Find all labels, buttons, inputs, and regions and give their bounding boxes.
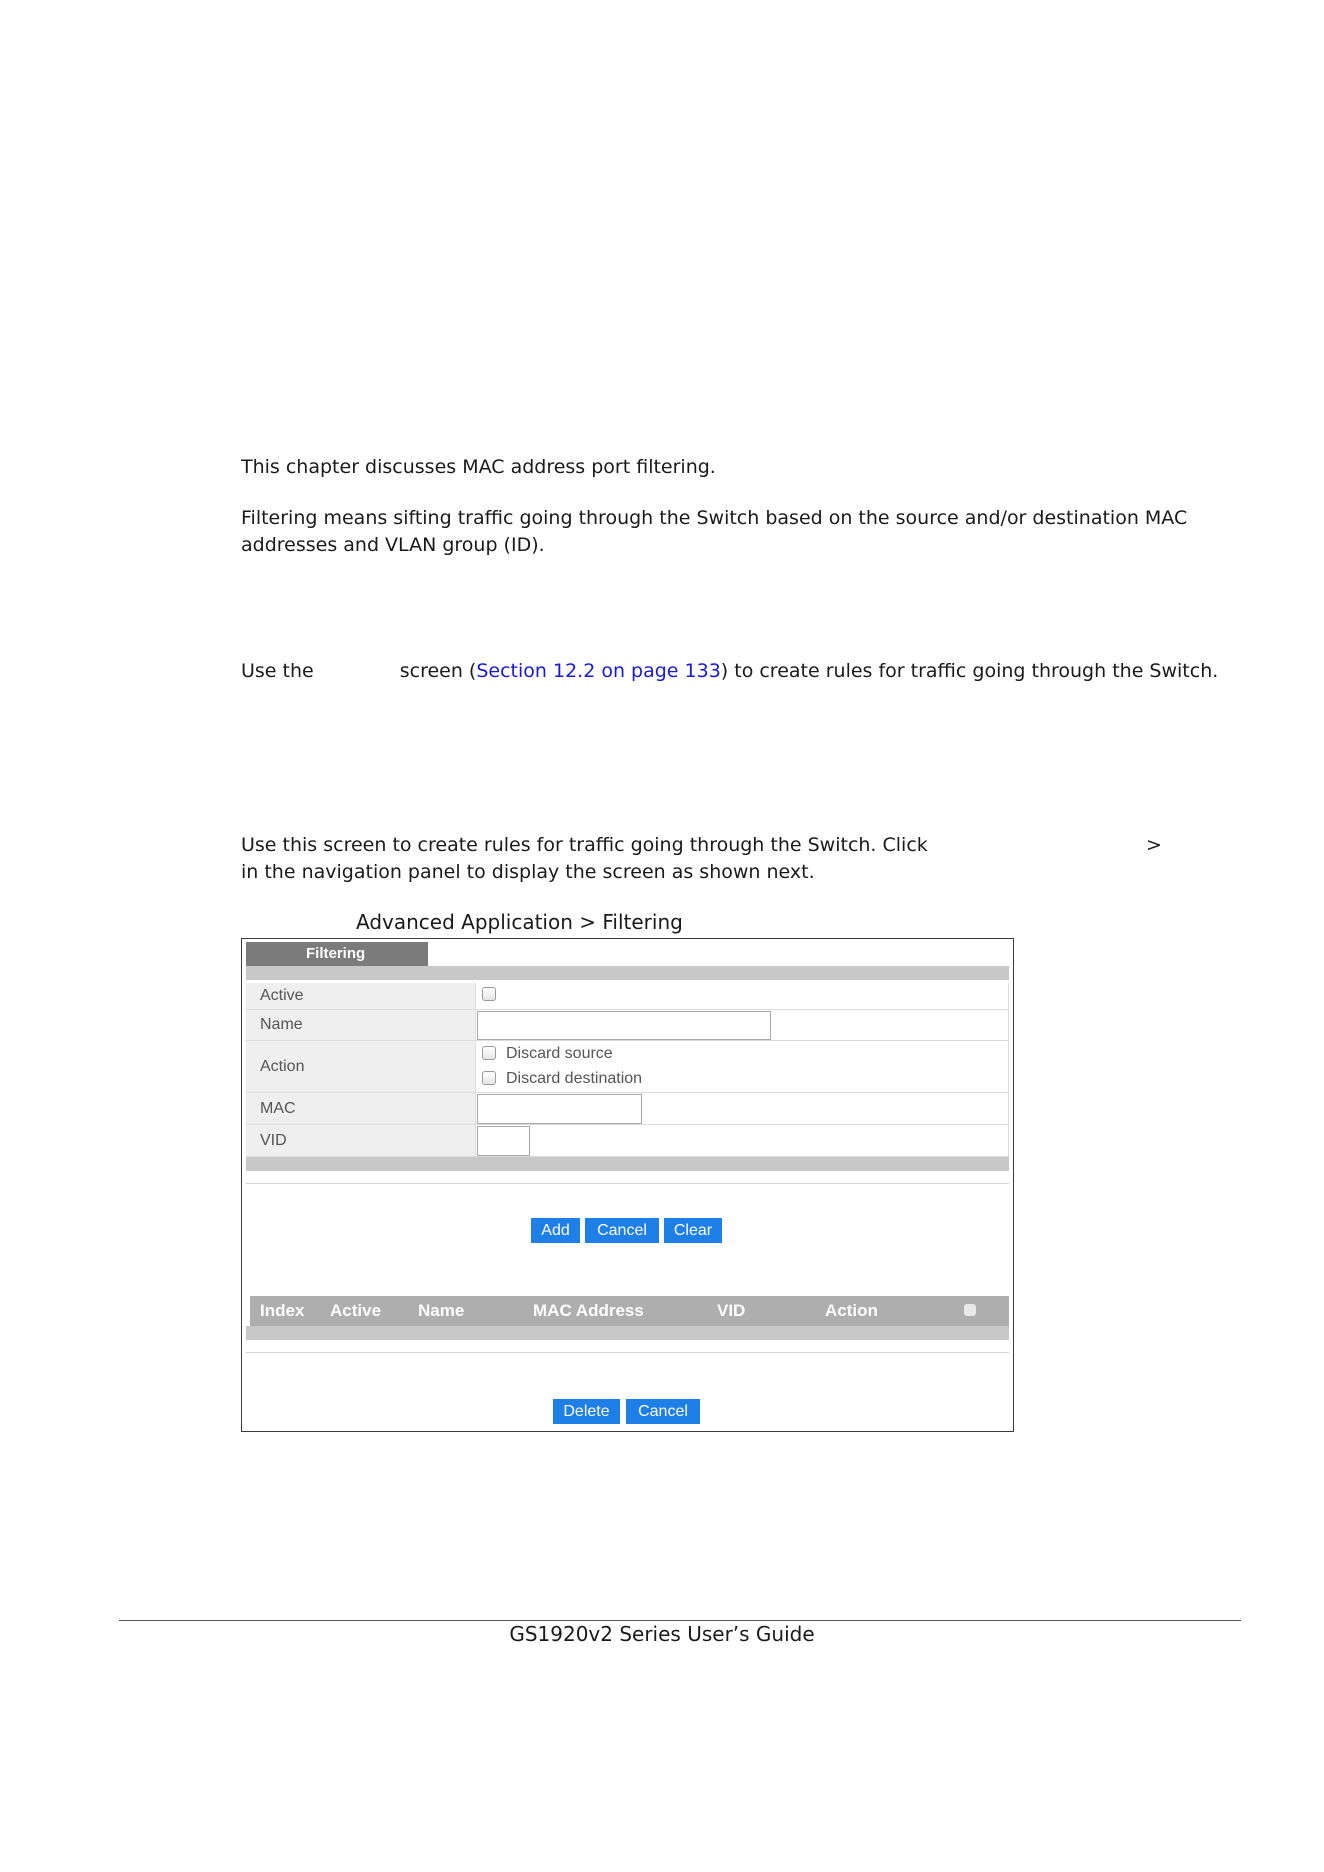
rules-table-header	[246, 1296, 1009, 1326]
discard-source-checkbox[interactable]	[482, 1046, 496, 1060]
separator-2	[246, 1352, 1009, 1353]
column-name: Name	[418, 1301, 465, 1320]
column-vid: VID	[717, 1301, 746, 1320]
column-action: Action	[825, 1301, 878, 1320]
active-checkbox[interactable]	[482, 987, 496, 1001]
name-row	[246, 1010, 1009, 1041]
screen-intro-line1: Use this screen to create rules for traffic going through the Switch. Click	[241, 834, 928, 856]
discard-destination-checkbox[interactable]	[482, 1071, 496, 1085]
table-footer-bar	[246, 1326, 1009, 1340]
nav-arrow: >	[1146, 834, 1162, 856]
filtering-description-line2: addresses and VLAN group (ID).	[241, 534, 545, 556]
mac-input[interactable]	[477, 1094, 642, 1124]
tab-bar	[246, 942, 1009, 966]
overview-sentence	[241, 658, 1218, 685]
add-button[interactable]: Add	[531, 1218, 580, 1243]
column-active: Active	[330, 1301, 382, 1320]
vid-input[interactable]	[477, 1126, 530, 1156]
action-row	[246, 1041, 1009, 1093]
cancel-button[interactable]: Cancel	[585, 1218, 659, 1243]
name-input[interactable]	[477, 1011, 771, 1040]
filtering-screen	[241, 938, 1014, 1432]
footer-rule	[119, 1620, 1241, 1621]
overview-rest: ) to create rules for traffic going through the Switch.	[720, 660, 1219, 682]
delete-button[interactable]: Delete	[553, 1399, 620, 1424]
cancel-button-2[interactable]: Cancel	[626, 1399, 700, 1424]
overview-use-the: Use the	[241, 660, 314, 682]
mac-label: MAC	[246, 1093, 475, 1124]
active-label: Active	[246, 983, 475, 1009]
name-label: Name	[246, 1010, 475, 1040]
active-row	[246, 983, 1009, 1010]
vid-label: VID	[246, 1125, 475, 1156]
select-all-checkbox[interactable]	[964, 1304, 976, 1316]
column-mac-address: MAC Address	[533, 1301, 644, 1320]
section-link[interactable]: Section 12.2 on page 133	[476, 660, 721, 682]
action-label: Action	[246, 1041, 475, 1092]
separator	[246, 1183, 1009, 1184]
header-divider	[246, 966, 1009, 980]
column-index: Index	[260, 1301, 305, 1320]
mac-row	[246, 1093, 1009, 1125]
figure-caption: Advanced Application > Filtering	[356, 910, 683, 934]
page-footer: GS1920v2 Series User’s Guide	[509, 1622, 815, 1646]
clear-button[interactable]: Clear	[664, 1218, 722, 1243]
vid-row	[246, 1125, 1009, 1157]
filtering-description-line1: Filtering means sifting traffic going through the Switch based on the source and/or destination MAC	[241, 507, 1188, 529]
screen-intro-line2: in the navigation panel to display the screen as shown next.	[241, 861, 815, 883]
discard-source-label: Discard source	[506, 1045, 613, 1062]
overview-screen: screen (	[399, 660, 477, 682]
tab-filtering[interactable]: Filtering	[246, 942, 428, 966]
form-footer-bar	[246, 1157, 1009, 1171]
discard-destination-label: Discard destination	[506, 1070, 643, 1087]
intro-text: This chapter discusses MAC address port filtering.	[241, 456, 716, 478]
